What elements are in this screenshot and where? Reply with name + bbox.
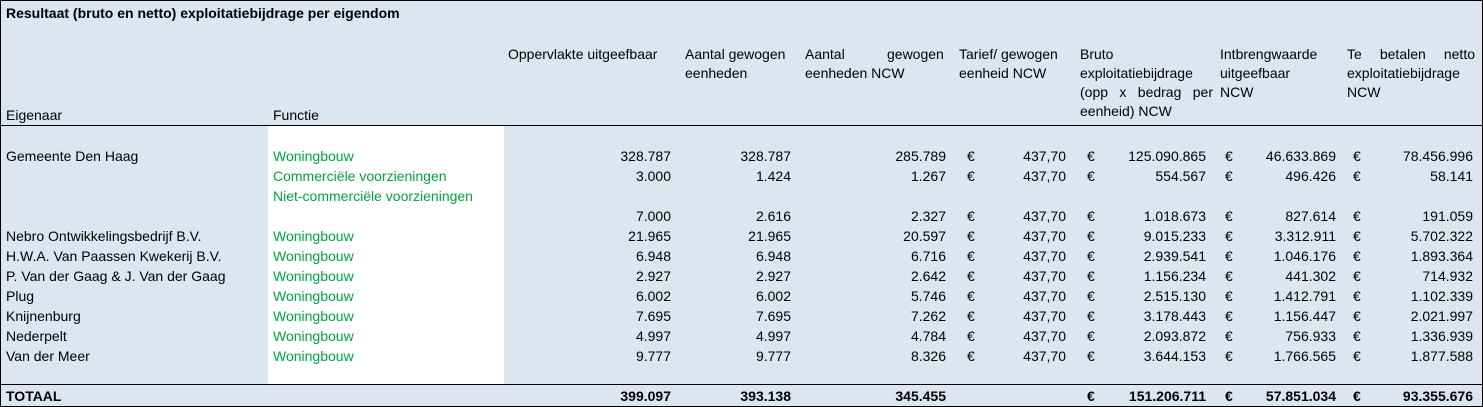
- header-ncw-line1b: gewogen: [887, 46, 944, 62]
- ncw-cell: 8.326: [910, 348, 946, 364]
- functie-cell: Woningbouw: [273, 228, 354, 244]
- aantal-cell: 1.424: [755, 168, 791, 184]
- header-inbreng-line2: uitgeefbaar: [1220, 65, 1291, 81]
- eigenaar-cell: Knijnenburg: [6, 308, 81, 324]
- inbreng-cell: 441.302: [1285, 268, 1336, 284]
- aantal-cell: 21.965: [748, 228, 791, 244]
- eigenaar-cell: Van der Meer: [6, 348, 90, 364]
- aantal-cell: 2.616: [755, 208, 791, 224]
- netto-cell: 78.456.996: [1402, 148, 1473, 164]
- netto-currency: €: [1353, 228, 1361, 244]
- bruto-cell: 1.156.234: [1143, 268, 1206, 284]
- tarief-currency: €: [967, 208, 975, 224]
- aantal-cell: 7.695: [755, 308, 791, 324]
- bruto-currency: €: [1087, 288, 1095, 304]
- inbreng-cell: 1.412.791: [1273, 288, 1336, 304]
- inbreng-currency: €: [1225, 348, 1233, 364]
- inbreng-currency: €: [1225, 208, 1233, 224]
- functie-cell: Commerciële voorzieningen: [273, 168, 447, 184]
- inbreng-currency: €: [1225, 308, 1233, 324]
- header-bruto-line1: Bruto: [1080, 46, 1114, 62]
- tarief-cell: 437,70: [1023, 328, 1066, 344]
- header-bruto-line2: exploitatiebijdrage: [1080, 65, 1193, 81]
- bruto-currency: €: [1087, 248, 1095, 264]
- netto-cell: 2.021.997: [1410, 308, 1473, 324]
- opp-cell: 328.787: [620, 148, 671, 164]
- tarief-cell: 437,70: [1023, 148, 1066, 164]
- ncw-cell: 1.267: [910, 168, 946, 184]
- netto-cell: 5.702.322: [1410, 228, 1473, 244]
- opp-cell: 9.777: [635, 348, 671, 364]
- ncw-cell: 6.716: [910, 248, 946, 264]
- tarief-currency: €: [967, 168, 975, 184]
- tarief-currency: €: [967, 248, 975, 264]
- bruto-currency: €: [1087, 208, 1095, 224]
- inbreng-cell: 827.614: [1285, 208, 1336, 224]
- bruto-currency: €: [1087, 308, 1095, 324]
- eigenaar-cell: P. Van der Gaag & J. Van der Gaag: [6, 268, 226, 284]
- total-inbreng-currency: €: [1225, 388, 1233, 404]
- opp-cell: 7.000: [635, 208, 671, 224]
- header-ncw-line2: eenheden NCW: [805, 65, 905, 81]
- netto-cell: 1.336.939: [1410, 328, 1473, 344]
- header-bruto-line4: eenheid) NCW: [1080, 103, 1172, 119]
- aantal-cell: 328.787: [740, 148, 791, 164]
- eigenaar-cell: Nederpelt: [6, 328, 67, 344]
- functie-cell: Woningbouw: [273, 268, 354, 284]
- bruto-currency: €: [1087, 148, 1095, 164]
- tarief-currency: €: [967, 288, 975, 304]
- table-title: Resultaat (bruto en netto) exploitatiebijdrage per eigendom: [6, 5, 400, 21]
- bruto-cell: 554.567: [1155, 168, 1206, 184]
- netto-currency: €: [1353, 148, 1361, 164]
- bruto-cell: 3.644.153: [1143, 348, 1206, 364]
- functie-cell: Woningbouw: [273, 248, 354, 264]
- total-label: TOTAAL: [6, 388, 62, 404]
- netto-currency: €: [1353, 348, 1361, 364]
- tarief-cell: 437,70: [1023, 248, 1066, 264]
- ncw-cell: 5.746: [910, 288, 946, 304]
- netto-currency: €: [1353, 248, 1361, 264]
- inbreng-cell: 496.426: [1285, 168, 1336, 184]
- inbreng-cell: 1.766.565: [1273, 348, 1336, 364]
- total-bruto: 151.206.711: [1128, 388, 1206, 404]
- ncw-cell: 2.642: [910, 268, 946, 284]
- tarief-currency: €: [967, 328, 975, 344]
- inbreng-cell: 3.312.911: [1274, 228, 1336, 244]
- total-bruto-currency: €: [1087, 388, 1095, 404]
- header-aantal-line2: eenheden: [685, 65, 748, 81]
- netto-currency: €: [1353, 268, 1361, 284]
- total-inbreng: 57.851.034: [1265, 388, 1336, 404]
- eigenaar-cell: Nebro Ontwikkelingsbedrijf B.V.: [6, 228, 202, 244]
- ncw-cell: 7.262: [910, 308, 946, 324]
- header-netto-line3: NCW: [1347, 84, 1381, 100]
- total-divider: [1, 384, 1482, 385]
- netto-cell: 58.141: [1430, 168, 1473, 184]
- functie-cell: Woningbouw: [273, 348, 354, 364]
- functie-cell: Niet-commerciële voorzieningen: [273, 188, 473, 204]
- total-netto: 93.355.676: [1402, 388, 1473, 404]
- functie-cell: Woningbouw: [273, 308, 354, 324]
- ncw-cell: 285.789: [895, 148, 946, 164]
- tarief-cell: 437,70: [1023, 308, 1066, 324]
- aantal-cell: 6.948: [755, 248, 791, 264]
- inbreng-currency: €: [1225, 148, 1233, 164]
- functie-cell: Woningbouw: [273, 288, 354, 304]
- total-netto-currency: €: [1353, 388, 1361, 404]
- netto-cell: 714.932: [1422, 268, 1473, 284]
- eigenaar-cell: Gemeente Den Haag: [6, 148, 139, 164]
- header-netto-line1: Te betalen netto: [1347, 46, 1475, 62]
- tarief-currency: €: [967, 308, 975, 324]
- aantal-cell: 6.002: [755, 288, 791, 304]
- bruto-cell: 125.090.865: [1128, 148, 1206, 164]
- opp-cell: 6.948: [635, 248, 671, 264]
- ncw-cell: 2.327: [910, 208, 946, 224]
- inbreng-cell: 756.933: [1285, 328, 1336, 344]
- inbreng-cell: 1.046.176: [1273, 248, 1336, 264]
- header-divider: [1, 125, 1482, 126]
- bruto-cell: 2.093.872: [1143, 328, 1206, 344]
- header-tarief-line2: eenheid NCW: [959, 65, 1047, 81]
- functie-cell: Woningbouw: [273, 328, 354, 344]
- bruto-cell: 1.018.673: [1143, 208, 1206, 224]
- bruto-currency: €: [1087, 168, 1095, 184]
- header-inbreng-line3: NCW: [1220, 84, 1254, 100]
- header-aantal-line1: Aantal gewogen: [685, 46, 786, 62]
- bruto-currency: €: [1087, 328, 1095, 344]
- opp-cell: 6.002: [635, 288, 671, 304]
- header-netto-line2: exploitatiebijdrage: [1347, 65, 1460, 81]
- ncw-cell: 20.597: [903, 228, 946, 244]
- header-oppervlakte: Oppervlakte uitgeefbaar: [508, 46, 658, 62]
- eigenaar-cell: Plug: [6, 288, 35, 304]
- inbreng-currency: €: [1225, 248, 1233, 264]
- header-bruto-line3: (opp x bedrag per: [1080, 84, 1213, 100]
- netto-currency: €: [1353, 208, 1361, 224]
- eigenaar-cell: H.W.A. Van Paassen Kwekerij B.V.: [6, 248, 222, 264]
- tarief-currency: €: [967, 228, 975, 244]
- total-ncw: 345.455: [895, 388, 946, 404]
- opp-cell: 21.965: [628, 228, 671, 244]
- inbreng-cell: 1.156.447: [1273, 308, 1336, 324]
- total-oppervlakte: 399.097: [620, 388, 671, 404]
- tarief-cell: 437,70: [1023, 168, 1066, 184]
- aantal-cell: 9.777: [755, 348, 791, 364]
- opp-cell: 3.000: [635, 168, 671, 184]
- netto-cell: 1.877.588: [1410, 348, 1473, 364]
- opp-cell: 4.997: [635, 328, 671, 344]
- netto-cell: 191.059: [1422, 208, 1473, 224]
- inbreng-currency: €: [1225, 168, 1233, 184]
- bruto-currency: €: [1087, 228, 1095, 244]
- header-inbreng-line1: Intbrengwaarde: [1220, 46, 1318, 62]
- bruto-currency: €: [1087, 268, 1095, 284]
- netto-currency: €: [1353, 168, 1361, 184]
- inbreng-cell: 46.633.869: [1265, 148, 1336, 164]
- netto-currency: €: [1353, 308, 1361, 324]
- header-functie: Functie: [273, 107, 319, 123]
- netto-currency: €: [1353, 288, 1361, 304]
- header-tarief-line1: Tarief/ gewogen: [959, 46, 1058, 62]
- bruto-cell: 9.015.233: [1143, 228, 1206, 244]
- header-eigenaar: Eigenaar: [6, 107, 63, 123]
- tarief-cell: 437,70: [1023, 228, 1066, 244]
- aantal-cell: 2.927: [755, 268, 791, 284]
- netto-currency: €: [1353, 328, 1361, 344]
- tarief-currency: €: [967, 268, 975, 284]
- netto-cell: 1.893.364: [1410, 248, 1473, 264]
- opp-cell: 7.695: [635, 308, 671, 324]
- aantal-cell: 4.997: [755, 328, 791, 344]
- bruto-currency: €: [1087, 348, 1095, 364]
- ncw-cell: 4.784: [910, 328, 946, 344]
- inbreng-currency: €: [1225, 288, 1233, 304]
- header-ncw-line1a: Aantal: [805, 46, 845, 62]
- opp-cell: 2.927: [635, 268, 671, 284]
- inbreng-currency: €: [1225, 268, 1233, 284]
- inbreng-currency: €: [1225, 328, 1233, 344]
- tarief-currency: €: [967, 348, 975, 364]
- total-aantal: 393.138: [740, 388, 791, 404]
- tarief-currency: €: [967, 148, 975, 164]
- bruto-cell: 2.939.541: [1143, 248, 1206, 264]
- netto-cell: 1.102.339: [1410, 288, 1473, 304]
- functie-cell: Woningbouw: [273, 148, 354, 164]
- tarief-cell: 437,70: [1023, 208, 1066, 224]
- bruto-cell: 2.515.130: [1143, 288, 1206, 304]
- tarief-cell: 437,70: [1023, 348, 1066, 364]
- inbreng-currency: €: [1225, 228, 1233, 244]
- bruto-cell: 3.178.443: [1143, 308, 1206, 324]
- tarief-cell: 437,70: [1023, 268, 1066, 284]
- tarief-cell: 437,70: [1023, 288, 1066, 304]
